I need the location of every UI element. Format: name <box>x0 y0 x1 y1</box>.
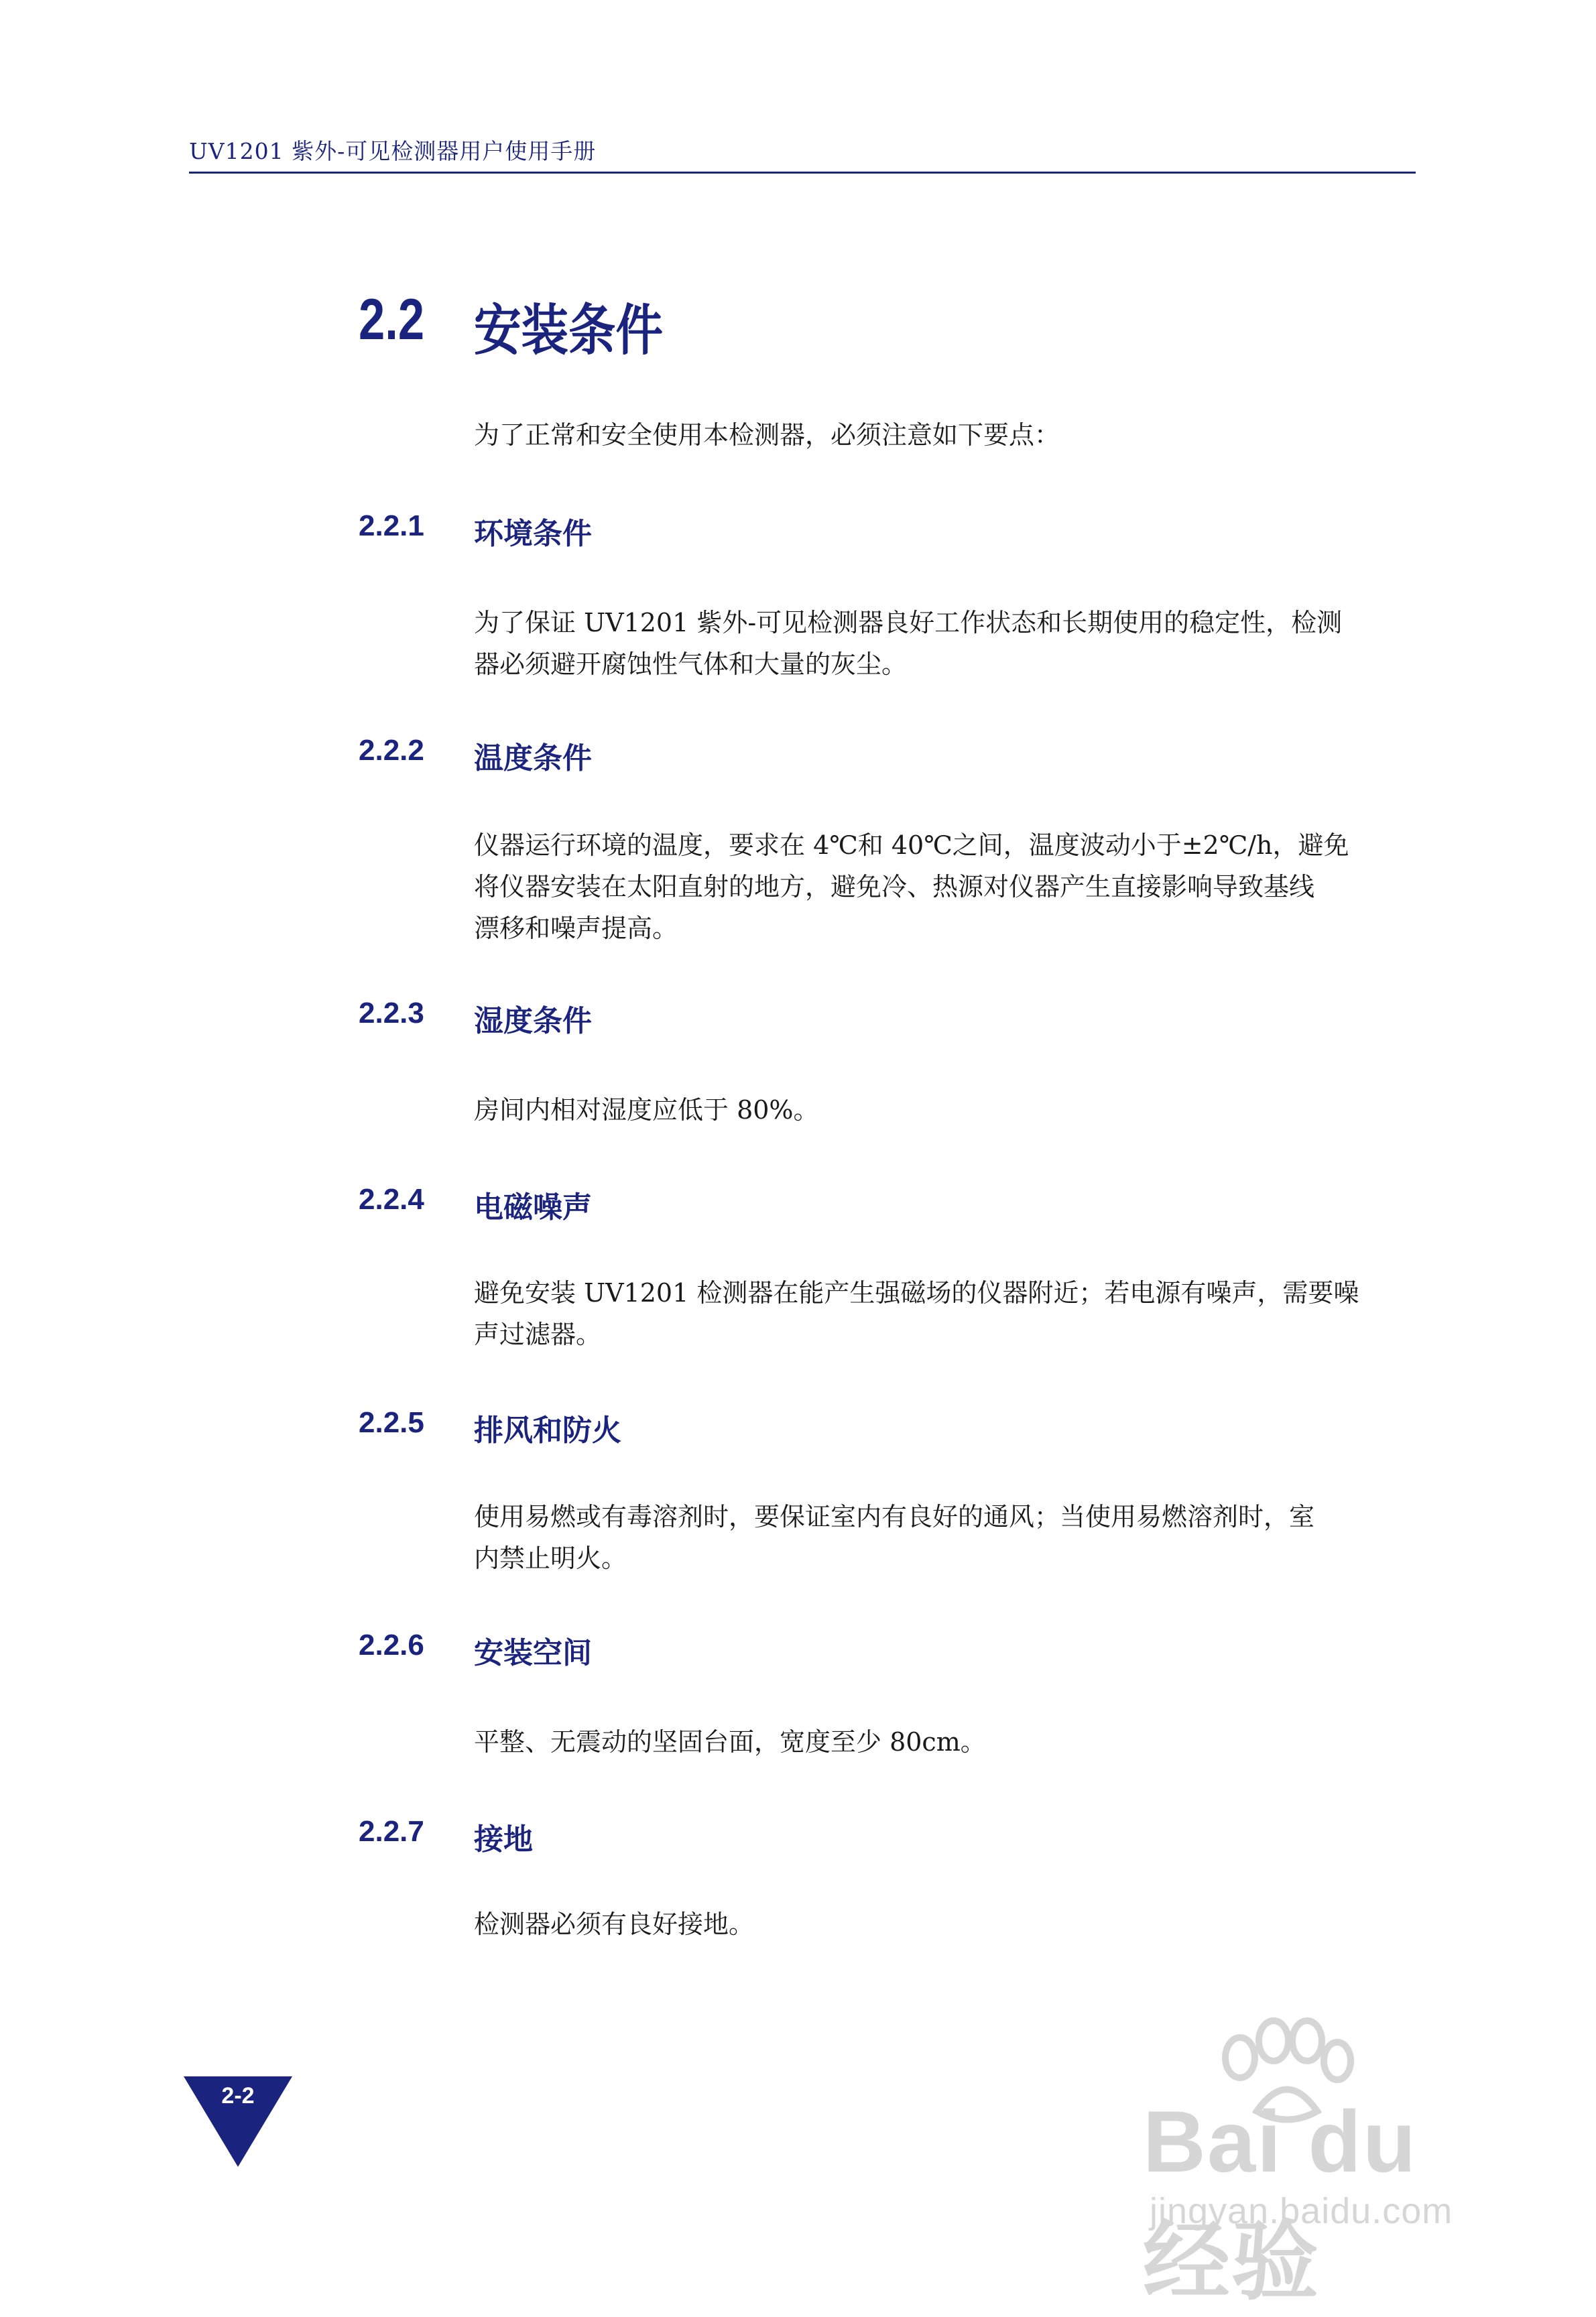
paragraph-line: 使用易燃或有毒溶剂时，要保证室内有良好的通风；当使用易燃溶剂时，室 <box>474 1502 1315 1531</box>
paragraph-line: 房间内相对湿度应低于 80%。 <box>474 1095 819 1125</box>
subsection-number: 2.2.6 <box>359 1629 424 1662</box>
subsection-paragraph <box>474 1903 1416 1945</box>
subsection-title: 湿度条件 <box>474 1004 592 1038</box>
paragraph-line: 平整、无震动的坚固台面，宽度至少 80cm。 <box>474 1727 986 1757</box>
subsection-title: 排风和防火 <box>474 1414 621 1448</box>
paragraph-line: 将仪器安装在太阳直射的地方，避免冷、热源对仪器产生直接影响导致基线 <box>474 872 1315 901</box>
header-rule <box>189 172 1416 174</box>
subsection-paragraph <box>474 1272 1416 1355</box>
subsection-paragraph <box>474 824 1416 949</box>
page-number: 2-2 <box>221 2083 255 2109</box>
subsection-title: 电磁噪声 <box>474 1190 592 1225</box>
intro-paragraph: 为了正常和安全使用本检测器，必须注意如下要点： <box>474 420 1060 450</box>
paragraph-line: 内禁止明火。 <box>474 1544 627 1573</box>
section-title: 安装条件 <box>474 299 664 363</box>
paragraph-line: 仪器运行环境的温度，要求在 4℃和 40℃之间，温度波动小于±2℃/h，避免 <box>474 830 1349 860</box>
paragraph-line: 检测器必须有良好接地。 <box>474 1909 755 1939</box>
running-header: UV1201 紫外-可见检测器用户使用手册 <box>189 138 597 164</box>
subsection-title: 接地 <box>474 1822 533 1857</box>
subsection-number: 2.2.2 <box>359 734 424 767</box>
subsection-title: 环境条件 <box>474 517 592 551</box>
section-number: 2.2 <box>359 288 425 352</box>
paragraph-line: 漂移和噪声提高。 <box>474 914 678 943</box>
subsection-number: 2.2.1 <box>359 509 424 542</box>
subsection-number: 2.2.4 <box>359 1183 424 1216</box>
watermark <box>1099 2011 1515 2310</box>
subsection-title: 安装空间 <box>474 1636 592 1670</box>
subsection-number: 2.2.3 <box>359 997 424 1029</box>
subsection-paragraph <box>474 1721 1416 1763</box>
paragraph-line: 器必须避开腐蚀性气体和大量的灰尘。 <box>474 649 908 679</box>
subsection-number: 2.2.7 <box>359 1815 424 1848</box>
paragraph-line: 声过滤器。 <box>474 1320 602 1349</box>
subsection-title: 温度条件 <box>474 741 592 775</box>
subsection-paragraph <box>474 1496 1416 1579</box>
page-number-tab <box>184 2076 292 2167</box>
subsection-paragraph <box>474 602 1416 685</box>
subsection-number: 2.2.5 <box>359 1406 424 1439</box>
watermark-url: jingyan.baidu.com <box>1150 2191 1453 2231</box>
watermark-brand: Bai du 经验 <box>1143 2092 1418 2310</box>
paragraph-line: 避免安装 UV1201 检测器在能产生强磁场的仪器附近；若电源有噪声，需要噪 <box>474 1278 1359 1308</box>
paragraph-line: 为了保证 UV1201 紫外-可见检测器良好工作状态和长期使用的稳定性，检测 <box>474 608 1343 637</box>
subsection-paragraph <box>474 1089 1416 1131</box>
